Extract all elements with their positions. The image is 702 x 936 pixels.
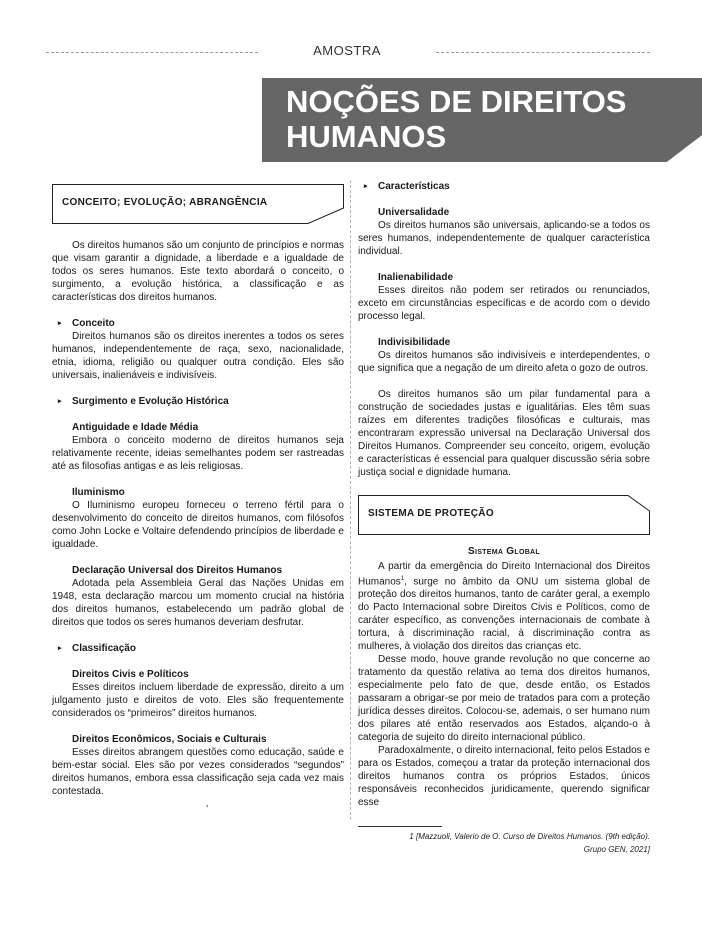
paragraph: Direitos humanos são os direitos inerentes a todos os seres humanos, independentemente de raça, sexo, nacionalidade, etnia, idioma, religião ou qualquer outra condição. Eles são universais, inalienáveis e indivisíveis. xyxy=(52,331,344,381)
bullet-heading-surgimento xyxy=(52,395,344,408)
bullet-triangle-icon: ▸ xyxy=(58,398,62,405)
summary-paragraph: Os direitos humanos são um pilar fundamental para a construção de sociedades justas e igualitárias. Eles têm suas raízes em diferentes tradições filosóficas e culturais, mas encontraram expressão universal na Declaração Universal dos Direitos Humanos. Compreender seu conceito, origem, evolução e características é essencial para qualquer discussão séria sobre justiça social e dignidade humana. xyxy=(358,389,650,478)
subheading: Iluminismo xyxy=(72,487,125,498)
paragraph: Esses direitos abrangem questões como educação, saúde e bem-estar social. Eles são por vezes considerados “segundos” direitos humanos, embora essa classificação seja cada vez mais contestada. xyxy=(52,747,344,797)
paragraph: Paradoxalmente, o direito internacional, feito pelos Estados e para os Estados, começou a tratar da proteção internacional dos direitos humanos contra os próprios Estados, únicos responsáveis reconhecidos juridicamente, querendo significar esse xyxy=(358,745,650,809)
subheading: Inalienabilidade xyxy=(378,272,454,283)
paragraph-text: , surge no âmbito da ONU um sistema global de proteção dos direitos humanos, tanto de caráter geral, a exemplo do Pacto Internacional sobre Direitos Civis e Políticos, como de caráter específico, as convenções internacionais de combate à tortura, à discriminação racial, à discriminação contra as mulheres, à violação dos direitos das crianças etc. xyxy=(358,576,650,653)
bullet-heading-label: Conceito xyxy=(72,318,115,329)
bullet-heading-label: Surgimento e Evolução Histórica xyxy=(72,396,229,407)
header-rule-left xyxy=(46,52,258,53)
paragraph: Os direitos humanos são universais, aplicando-se a todos os seres humanos, independentemente de qualquer característica individual. xyxy=(358,220,650,257)
bullet-heading-classificacao xyxy=(52,642,344,655)
paragraph: Esses direitos incluem liberdade de expressão, direito a um julgamento justo e direitos de voto. Eles são frequentemente considerados os “primeiros” direitos humanos. xyxy=(52,682,344,719)
bullet-heading-caracteristicas xyxy=(358,180,650,193)
footnote xyxy=(358,830,650,856)
paragraph: O Iluminismo europeu forneceu o terreno fértil para o desenvolvimento do conceito de direitos humanos, com filósofos como John Locke e Voltaire defendendo princípios de liberdade e igualdade. xyxy=(52,500,344,550)
footnote-rule xyxy=(358,826,442,827)
paragraph: Os direitos humanos são indivisíveis e interdependentes, o que significa que a negação de um direito afeta o gozo de outros. xyxy=(358,350,650,374)
section-heading: CONCEITO; EVOLUÇÃO; ABRANGÊNCIA xyxy=(62,197,268,208)
footnote-ref[interactable]: 1 xyxy=(400,576,405,582)
page-title-line1: NOÇÕES DE DIREITOS xyxy=(286,84,627,119)
column-divider xyxy=(350,180,351,820)
right-column xyxy=(358,180,650,809)
intro-paragraph: Os direitos humanos são um conjunto de princípios e normas que visam garantir a dignidade, a liberdade e a igualdade de todos os seres humanos. Este texto abordará o conceito, o surgimento, a evolução histórica, a classificação e as características dos direitos humanos. xyxy=(52,240,344,303)
paragraph: Desse modo, houve grande revolução no que concerne ao tratamento da questão relativa ao tema dos direitos humanos, especialmente pelo fato de que, desde então, os Estados passaram a obrigar-se por meio de tratados para com a proteção jurídica desses direitos. Colocou-se, ademais, o ser humano num dos pilares até então reservados aos Estados, alçando-o à categoria de sujeito do direito internacional público. xyxy=(358,654,650,744)
paragraph: Esses direitos não podem ser retirados ou renunciados, exceto em circunstâncias específicas e de acordo com o devido processo legal. xyxy=(358,285,650,322)
subheading: Declaração Universal dos Direitos Humanos xyxy=(72,565,283,576)
subheading: Antiguidade e Idade Média xyxy=(72,422,199,433)
bullet-heading-label: Classificação xyxy=(72,643,136,654)
header-label: AMOSTRA xyxy=(313,43,381,58)
subheading-centered: Sistema Global xyxy=(468,546,540,557)
subheading: Direitos Civis e Políticos xyxy=(72,669,189,680)
footnote-line: 1 [Mazzuoli, Valerio de O. Curso de Direitos Humanos. (9th edição). xyxy=(409,832,650,841)
bullet-triangle-icon: ▸ xyxy=(58,645,62,652)
bullet-triangle-icon: ▸ xyxy=(58,320,62,327)
bullet-heading-conceito xyxy=(52,317,344,330)
paragraph xyxy=(358,560,650,653)
section-box-conceito xyxy=(52,184,344,224)
paragraph: Embora o conceito moderno de direitos humanos seja relativamente recente, ideias semelhantes podem ser rastreadas até as filosofias antigas e as leis religiosas. xyxy=(52,435,344,472)
page-title-line2: HUMANOS xyxy=(286,119,447,154)
subheading: Universalidade xyxy=(378,207,450,218)
subheading: Direitos Econômicos, Sociais e Culturais xyxy=(72,734,267,745)
bullet-heading-label: Características xyxy=(378,181,450,192)
stray-mark: ’ xyxy=(206,804,209,815)
bullet-triangle-icon: ▸ xyxy=(364,183,368,190)
section-box-sistema xyxy=(358,495,650,535)
paragraph-text: A partir da emergência do Direito Internacional dos Direitos Humanos xyxy=(358,561,650,588)
paragraph: Adotada pela Assembleia Geral das Nações Unidas em 1948, esta declaração marcou um momento crucial na história dos direitos humanos, estabelecendo um padrão global de direitos que todos os seres humanos deveriam desfrutar. xyxy=(52,578,344,628)
left-column xyxy=(52,180,344,798)
section-heading: SISTEMA DE PROTEÇÃO xyxy=(368,508,494,519)
header-rule-right xyxy=(436,52,650,53)
page-title xyxy=(286,84,686,154)
footnote-line: Grupo GEN, 2021] xyxy=(583,845,650,854)
subheading: Indivisibilidade xyxy=(378,337,451,348)
